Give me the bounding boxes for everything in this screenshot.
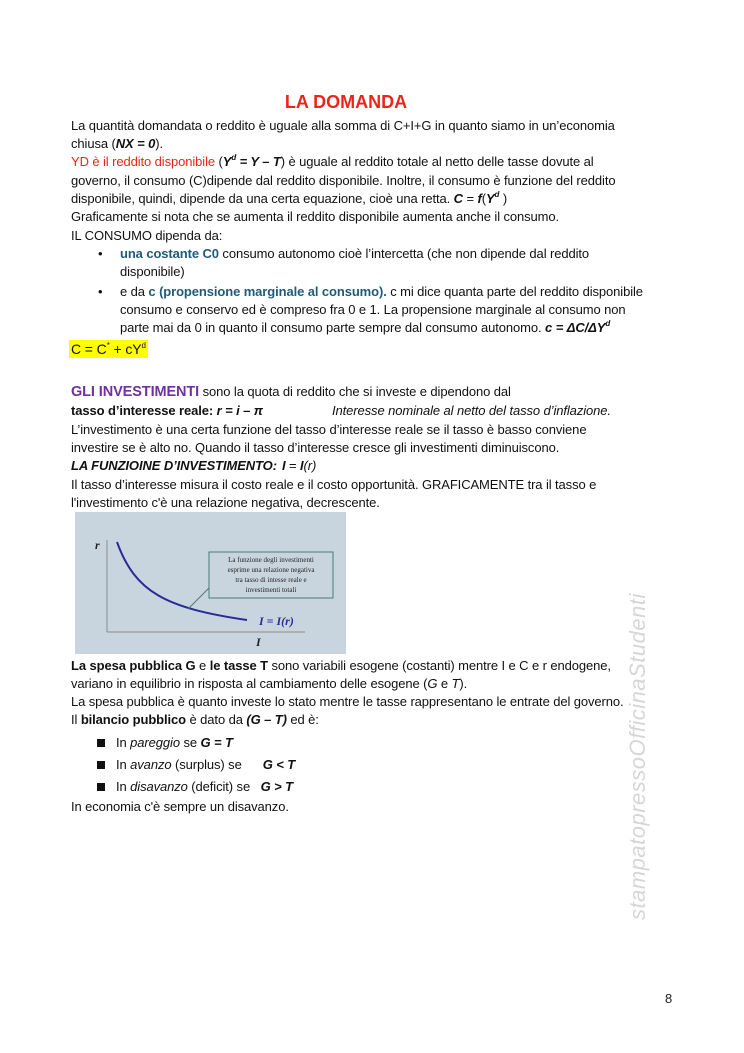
text: G > T — [260, 779, 293, 794]
text: Il — [71, 712, 81, 727]
text: In — [116, 779, 131, 794]
consumo-heading: IL CONSUMO dipenda da: — [71, 228, 223, 243]
x-axis-label: I — [256, 635, 261, 649]
spesa-line3: La spesa pubblica è quanto investe lo stato mentre le tasse rappresentano le entrate del governo. — [71, 694, 624, 709]
investment-function-figure — [75, 512, 346, 654]
spesa-line4 — [71, 711, 319, 729]
text: chiusa ( — [71, 136, 116, 151]
callout-line: tra tasso di intesse reale e — [235, 576, 307, 584]
investment-function-label: LA FUNZIOINE D’INVESTIMENTO: — [71, 458, 277, 473]
superscript: d — [141, 341, 146, 350]
investimenti-line3: L’investimento è una certa funzione del tasso d’interesse reale se il tasso è basso conviene — [71, 422, 587, 437]
square-bullet-icon — [97, 739, 105, 747]
budget-item-disavanzo — [116, 778, 293, 796]
budget-item-pareggio — [116, 734, 233, 752]
investimenti-line7: l'investimento c'è una relazione negativa, decrescente. — [71, 495, 380, 510]
text: T — [451, 676, 460, 691]
consumo-bullet-1-line2: disponibile) — [120, 264, 185, 279]
investimenti-line1 — [71, 383, 511, 401]
text: C = C — [71, 341, 107, 357]
text: + cY — [109, 341, 142, 357]
text: (deficit) se — [187, 779, 261, 794]
paragraph-yd-line4: Graficamente si nota che se aumenta il reddito disponibile aumenta anche il consumo. — [71, 209, 560, 224]
superscript: d — [231, 153, 237, 162]
text: e da — [120, 284, 149, 299]
spesa-closing: In economia c'è sempre un disavanzo. — [71, 799, 289, 814]
text: = — [285, 458, 301, 473]
investment-function-formula — [282, 457, 316, 475]
spesa-line1 — [71, 657, 611, 675]
text: ). — [459, 676, 468, 691]
callout-line: esprime una relazione negativa — [227, 566, 315, 574]
text: avanzo — [130, 757, 172, 772]
text: ) — [499, 191, 508, 206]
text: In — [116, 735, 131, 750]
text: variano in equilibrio in risposta al cambiamento delle esogene ( — [71, 676, 428, 691]
section-heading: GLI INVESTIMENTI — [71, 384, 200, 400]
consumo-bullet-2-line2: consumo e conservo ed è compreso fra 0 e 1. La propensione marginale al consumo non — [120, 302, 626, 317]
consumption-formula-highlight — [69, 340, 148, 359]
text: In — [116, 757, 131, 772]
investimenti-note: Interesse nominale al netto del tasso d’inflazione. — [332, 403, 611, 418]
bullet-icon: • — [98, 246, 103, 261]
text: se — [179, 735, 201, 750]
investimenti-line4: investire se è alto no. Quando il tasso d’interesse cresce gli investimenti diminuiscono. — [71, 440, 560, 455]
text: La spesa pubblica G — [71, 658, 196, 673]
text: è dato da — [186, 712, 247, 727]
text: c mi dice quanta parte del reddito disponibile — [386, 284, 643, 299]
text: Y — [485, 191, 495, 206]
curve-label: I = I(r) — [259, 614, 294, 628]
superscript: * — [106, 341, 110, 350]
watermark: stampatopressoOfficinaStudenti — [625, 593, 650, 920]
budget-item-avanzo — [116, 756, 295, 774]
text: ed è: — [286, 712, 319, 727]
text: = — [462, 191, 478, 206]
text: consumo autonomo cioè l’intercetta (che non dipende dal reddito — [218, 246, 590, 261]
text: I — [282, 458, 286, 473]
text: G — [427, 676, 438, 691]
consumo-bullet-2-line3 — [120, 319, 610, 337]
text: Y — [222, 154, 232, 169]
text: le tasse T — [209, 658, 268, 673]
text: G < T — [262, 757, 296, 772]
text: bilancio pubblico — [80, 712, 187, 727]
superscript: d — [494, 190, 500, 199]
square-bullet-icon — [97, 783, 105, 791]
mpc-formula: c = ΔC/ΔY — [545, 320, 606, 335]
budget-formula: (G – T) — [246, 712, 287, 727]
spesa-line2 — [71, 675, 467, 693]
text: ). — [155, 136, 163, 151]
superscript: d — [605, 319, 611, 328]
text: ( — [215, 154, 223, 169]
yd-definition: YD è il reddito disponibile — [71, 154, 215, 169]
text: tasso d’interesse reale: — [71, 403, 217, 418]
text: pareggio — [130, 735, 180, 750]
investimenti-line6: Il tasso d’interesse misura il costo reale e il costo opportunità. GRAFICAMENTE tra il tasso e — [71, 477, 597, 492]
consumo-bullet-1-line1 — [120, 245, 589, 263]
text: disavanzo — [130, 779, 188, 794]
text: C — [453, 191, 463, 206]
text: e — [195, 658, 210, 673]
nx-formula: NX = 0 — [115, 136, 156, 151]
figure-svg — [75, 512, 346, 654]
text: I — [300, 458, 304, 473]
text: ( — [481, 191, 486, 206]
real-rate-formula: r = i – π — [216, 403, 263, 418]
text: e — [437, 676, 452, 691]
page-title: LA DOMANDA — [284, 92, 408, 112]
text: f — [477, 191, 482, 206]
y-axis-label: r — [95, 538, 100, 552]
callout-pointer — [188, 585, 212, 609]
yd-formula — [223, 154, 281, 169]
text: = Y – T — [236, 154, 281, 169]
text: (surplus) se — [171, 757, 263, 772]
paragraph-demand-line2 — [71, 135, 163, 153]
square-bullet-icon — [97, 761, 105, 769]
callout-line: investimenti totali — [245, 586, 297, 594]
text: disponibile, quindi, dipende da una certa equazione, cioè una retta. — [71, 191, 454, 206]
text: sono la quota di reddito che si investe e dipendono dal — [199, 384, 511, 399]
bullet-icon: • — [98, 284, 103, 299]
text: parte mai da 0 in quanto il consumo parte sempre dal consumo autonomo. — [120, 320, 546, 335]
highlighted-formula — [69, 340, 148, 358]
text: (r) — [303, 458, 317, 473]
text: sono variabili esogene (costanti) mentre I e C e r endogene, — [267, 658, 611, 673]
term-highlight: una costante C0 — [120, 246, 219, 261]
paragraph-demand-line1: La quantità domandata o reddito è uguale alla somma di C+I+G in quanto siamo in un’economia — [71, 118, 615, 133]
text: ) — [280, 154, 285, 169]
text: è uguale al reddito totale al netto delle tasse dovute al — [284, 154, 594, 169]
investimenti-line2 — [71, 402, 263, 420]
text: G = T — [200, 735, 233, 750]
term-highlight: c (propensione marginale al consumo). — [148, 284, 387, 299]
callout-line: La funzione degli investimenti — [228, 556, 314, 564]
paragraph-yd-line2: governo, il consumo (C)dipende dal reddito disponibile. Inoltre, il consumo è funzione del reddito — [71, 173, 616, 188]
paragraph-yd-line3 — [71, 190, 507, 208]
page-number: 8 — [665, 991, 673, 1006]
consumo-bullet-2-line1 — [120, 283, 643, 301]
paragraph-yd-line1 — [71, 153, 594, 171]
